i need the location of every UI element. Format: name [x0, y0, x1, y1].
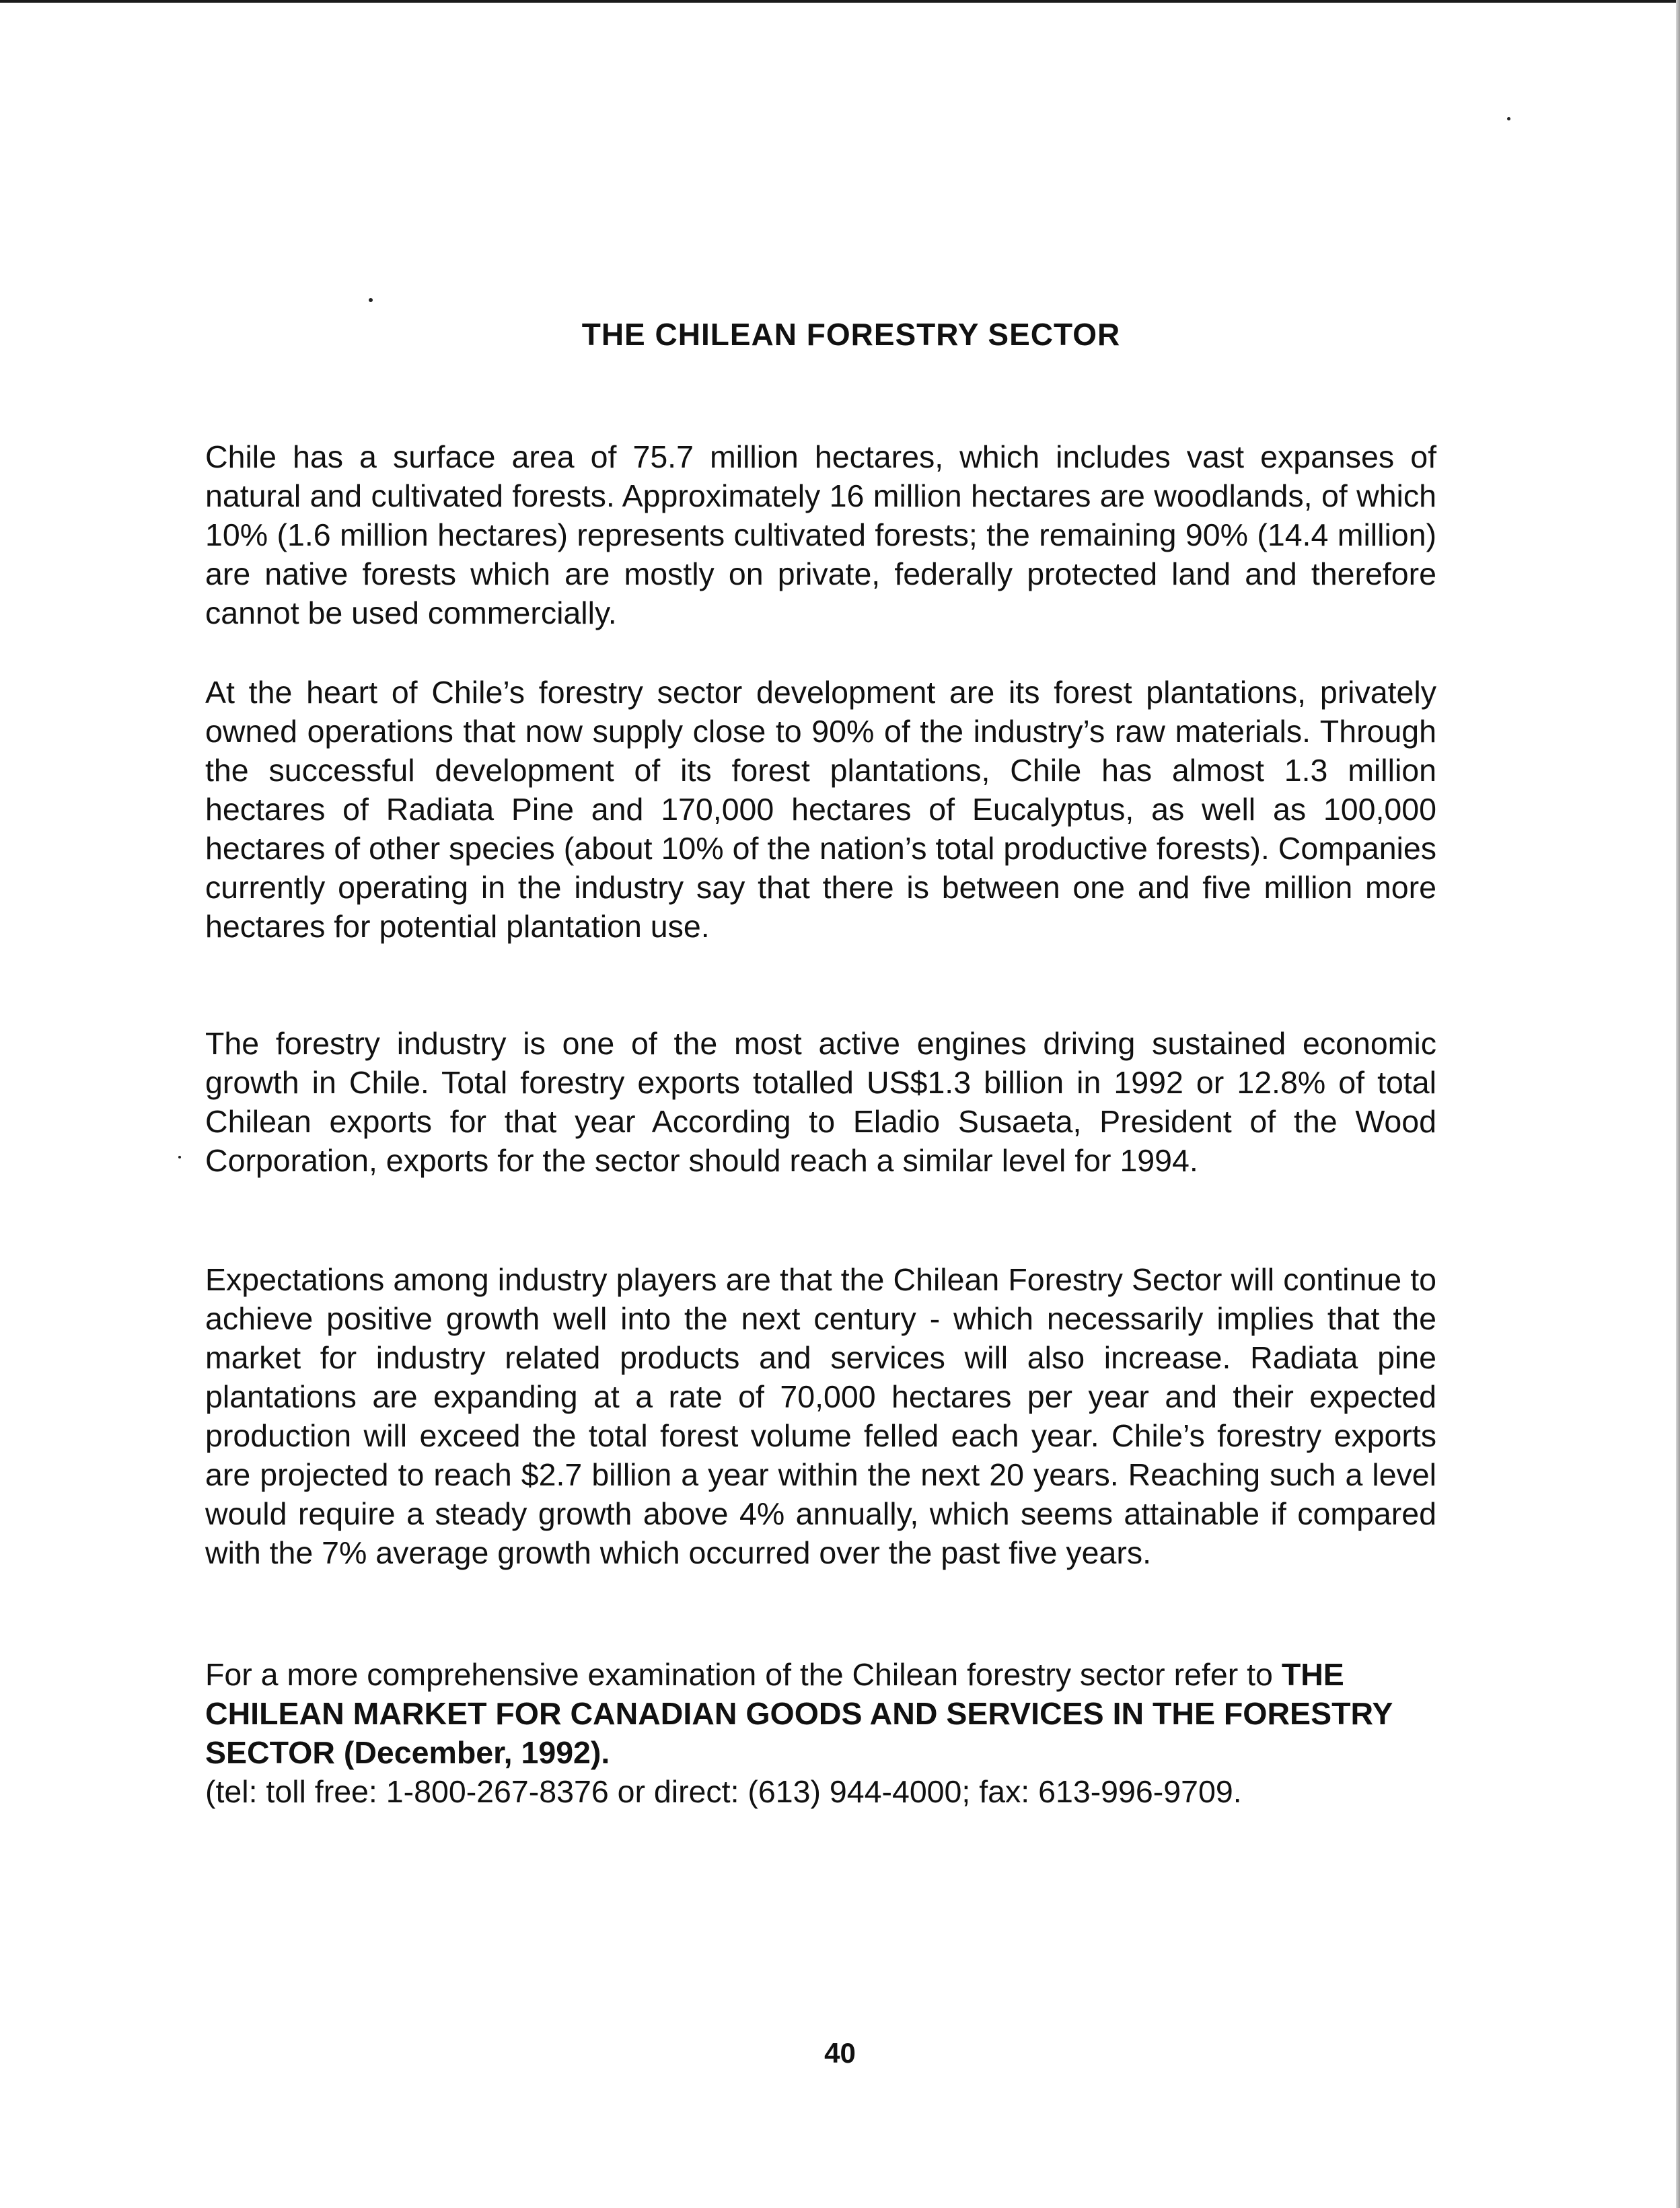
scan-edge-top	[0, 0, 1680, 3]
paragraph-surface-area: Chile has a surface area of 75.7 million hectares, which includes vast expanses of natural and cultivated forests. Approximately 16 million hectares are woodlands, of which 10% (1.6 million hectares) represents cultivated forests; the remaining 90% (14.4 million) are native forests which are mostly on private, federally protected land and therefore cannot be used commercially.	[205, 439, 1436, 630]
scan-speck	[178, 1156, 181, 1158]
paragraph-forest-plantations: At the heart of Chile’s forestry sector development are its forest plantations, privately owned operations that now supply close to 90% of the industry’s raw materials. Through the successful development of its forest plantations, Chile has almost 1.3 million hectares of Radiata Pine and 170,000 hectares of Eucalyptus, as well as 100,000 hectares of other species (about 10% of the nation’s total productive forests). Companies currently operating in the industry say that there is between one and five million more hectares for potential plantation use.	[205, 675, 1436, 944]
scan-speck	[369, 298, 373, 302]
page-number: 40	[824, 2037, 856, 2069]
paragraph-expectations: Expectations among industry players are that the Chilean Forestry Sector will continue to achieve positive growth well into the next century - which necessarily implies that the market for industry related products and services will also increase. Radiata pine plantations are expanding at a rate of 70,000 hectares per year and their expected production will exceed the total forest volume felled each year. Chile’s forestry exports are projected to reach $2.7 billion a year within the next 20 years. Reaching such a level would require a steady growth above 4% annually, which seems attainable if compared with the 7% average growth which occurred over the past five years.	[205, 1262, 1436, 1570]
reference-contact-info: (tel: toll free: 1-800-267-8376 or direct: (613) 944-4000; fax: 613-996-9709.	[205, 1774, 1242, 1809]
reference-block	[205, 1655, 1436, 1811]
reference-publication-title: THE CHILEAN MARKET FOR CANADIAN GOODS AND SERVICES IN THE FORESTRY SECTOR (December, 1992).	[205, 1657, 1393, 1770]
paragraph-economic-growth: The forestry industry is one of the most active engines driving sustained economic growth in Chile. Total forestry exports totalled US$1.3 billion in 1992 or 12.8% of total Chilean exports for that year According to Eladio Susaeta, President of the Wood Corporation, exports for the sector should reach a similar level for 1994.	[205, 1026, 1436, 1178]
page-title: THE CHILEAN FORESTRY SECTOR	[581, 317, 1121, 352]
reference-intro: For a more comprehensive examination of the Chilean forestry sector refer to	[205, 1657, 1273, 1692]
scan-speck	[1507, 117, 1510, 120]
